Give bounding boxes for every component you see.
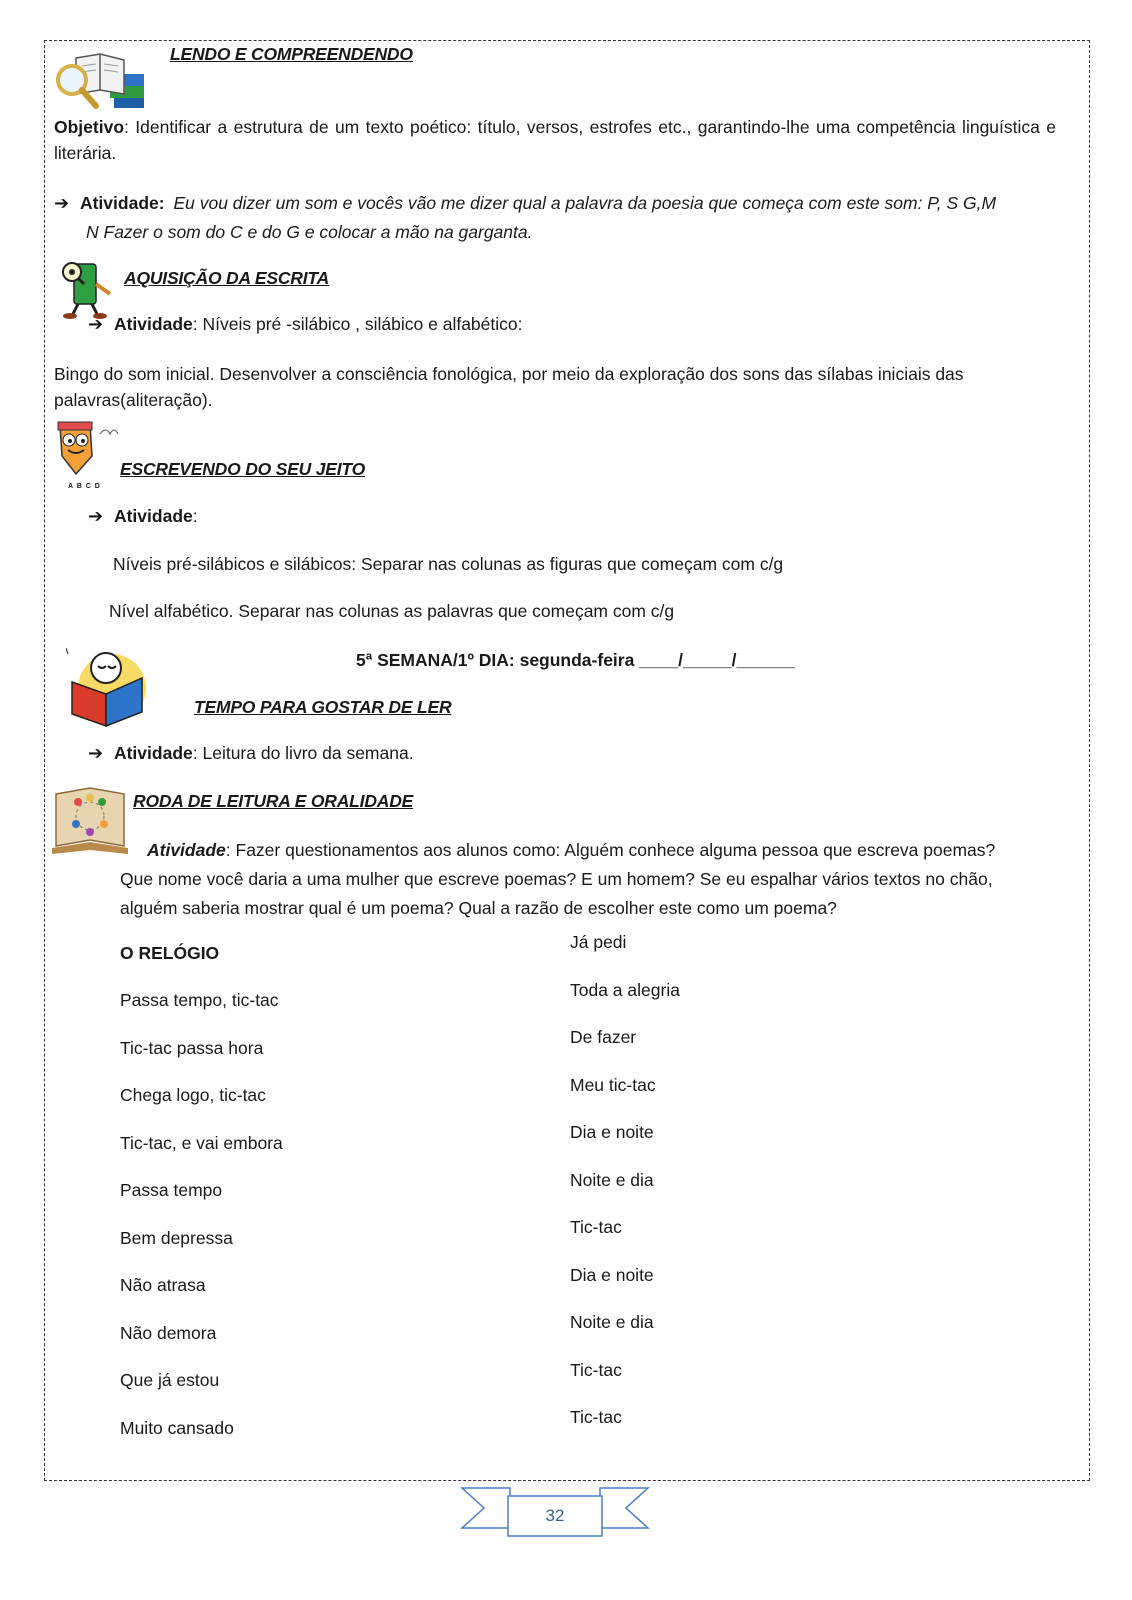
poem-verse: Chega logo, tic-tac — [120, 1085, 266, 1105]
activity-3 — [88, 506, 198, 527]
poem-verse: Dia e noite — [570, 1264, 654, 1285]
arrow-right-icon: ➔ — [54, 193, 70, 213]
poem-verse: Muito cansado — [120, 1417, 234, 1438]
poem-verse: Bem depressa — [120, 1227, 233, 1248]
activity-line-2: Que nome você daria a uma mulher que escreve poemas? E um homem? Se eu espalhar vários textos no chão, — [120, 869, 993, 889]
poem-verse: Dia e noite — [570, 1122, 654, 1142]
poem-verse: Não demora — [120, 1322, 217, 1343]
reading-circle-book-icon — [50, 780, 130, 856]
activity-label: Atividade — [113, 506, 193, 526]
poem-left-column — [120, 990, 283, 1465]
poem-verse: Tic-tac, e vai embora — [120, 1132, 283, 1153]
section-heading-aquisicao: AQUISIÇÃO DA ESCRITA — [124, 268, 330, 288]
activity-line-3: alguém saberia mostrar qual é um poema? Qual a razão de escolher este como um poema? — [120, 898, 837, 918]
reading-child-icon — [66, 648, 148, 728]
objective-text: : Identificar a estrutura de um texto poético: título, versos, estrofes etc., garantindo-lhe uma competência linguística e literária. — [54, 117, 1056, 163]
arrow-right-icon: ➔ — [88, 314, 104, 334]
bingo-line-2: palavras(aliteração). — [54, 390, 213, 410]
section-heading-tempo: TEMPO PARA GOSTAR DE LER — [194, 697, 452, 717]
objective-paragraph — [54, 114, 1056, 166]
level-line-1: Níveis pré-silábicos e silábicos: Separar nas colunas as figuras que começam com c/g — [113, 554, 784, 574]
activity-text: : Leitura do livro da semana. — [192, 743, 414, 763]
arrow-right-icon: ➔ — [88, 506, 104, 526]
poem-verse: Toda a alegria — [570, 979, 680, 1000]
pencil-character-icon — [54, 254, 116, 320]
poem-right-column — [570, 932, 680, 1455]
activity-colon: : — [192, 506, 198, 526]
activity-text-continued: N Fazer o som do C e do G e colocar a mão na garganta. — [86, 222, 533, 242]
poem-verse: Já pedi — [570, 932, 627, 952]
activity-label: Atividade — [113, 314, 193, 334]
level-line-2: Nível alfabético. Separar nas colunas as palavras que começam com c/g — [109, 601, 675, 621]
activity-4 — [88, 743, 414, 764]
book-magnifier-icon — [52, 50, 148, 114]
bingo-paragraph — [54, 361, 964, 413]
roda-activity-paragraph — [120, 836, 1058, 923]
section-heading-lendo: LENDO E COMPREENDENDO — [170, 44, 413, 64]
activity-text: : Níveis pré -silábico , silábico e alfabético: — [192, 314, 523, 334]
poem-verse: Não atrasa — [120, 1275, 206, 1295]
poem-verse: Passa tempo, tic-tac — [120, 990, 279, 1010]
abcd-caption: A B C D — [68, 483, 101, 490]
activity-label: Atividade — [113, 743, 193, 763]
poem-verse: Noite e dia — [570, 1169, 654, 1190]
activity-label: Atividade: — [79, 193, 165, 213]
poem-verse: Tic-tac — [570, 1217, 622, 1237]
poem-verse: Tic-tac passa hora — [120, 1037, 264, 1058]
poem-title: O RELÓGIO — [120, 943, 220, 963]
activity-line-1: : Fazer questionamentos aos alunos como: Alguém conhece alguma pessoa que escreva poemas? — [225, 840, 996, 860]
poem-verse: Tic-tac — [570, 1359, 622, 1380]
week-date-line: 5ª SEMANA/1º DIA: segunda-feira ____/_____/______ — [356, 650, 795, 670]
activity-text: Eu vou dizer um som e vocês vão me dizer qual a palavra da poesia que começa com este som: P, S G,M — [173, 193, 997, 213]
page-number: 32 — [545, 1506, 565, 1525]
activity-1 — [54, 189, 1058, 247]
section-heading-escrevendo: ESCREVENDO DO SEU JEITO — [120, 459, 365, 479]
objective-label: Objetivo — [54, 117, 125, 137]
pencil-face-icon — [52, 420, 122, 476]
poem-verse: De fazer — [570, 1027, 637, 1047]
poem-verse: Noite e dia — [570, 1312, 654, 1332]
poem-verse: Que já estou — [120, 1370, 220, 1390]
bingo-line-1: Bingo do som inicial. Desenvolver a consciência fonológica, por meio da exploração dos sons das sílabas iniciais das — [54, 364, 964, 384]
section-heading-roda: RODA DE LEITURA E ORALIDADE — [133, 791, 414, 811]
activity-2 — [88, 314, 522, 335]
poem-verse: Meu tic-tac — [570, 1074, 656, 1095]
poem-verse: Tic-tac — [570, 1407, 622, 1427]
poem-verse: Passa tempo — [120, 1180, 223, 1200]
arrow-right-icon: ➔ — [88, 743, 104, 763]
activity-label: Atividade — [147, 840, 226, 860]
